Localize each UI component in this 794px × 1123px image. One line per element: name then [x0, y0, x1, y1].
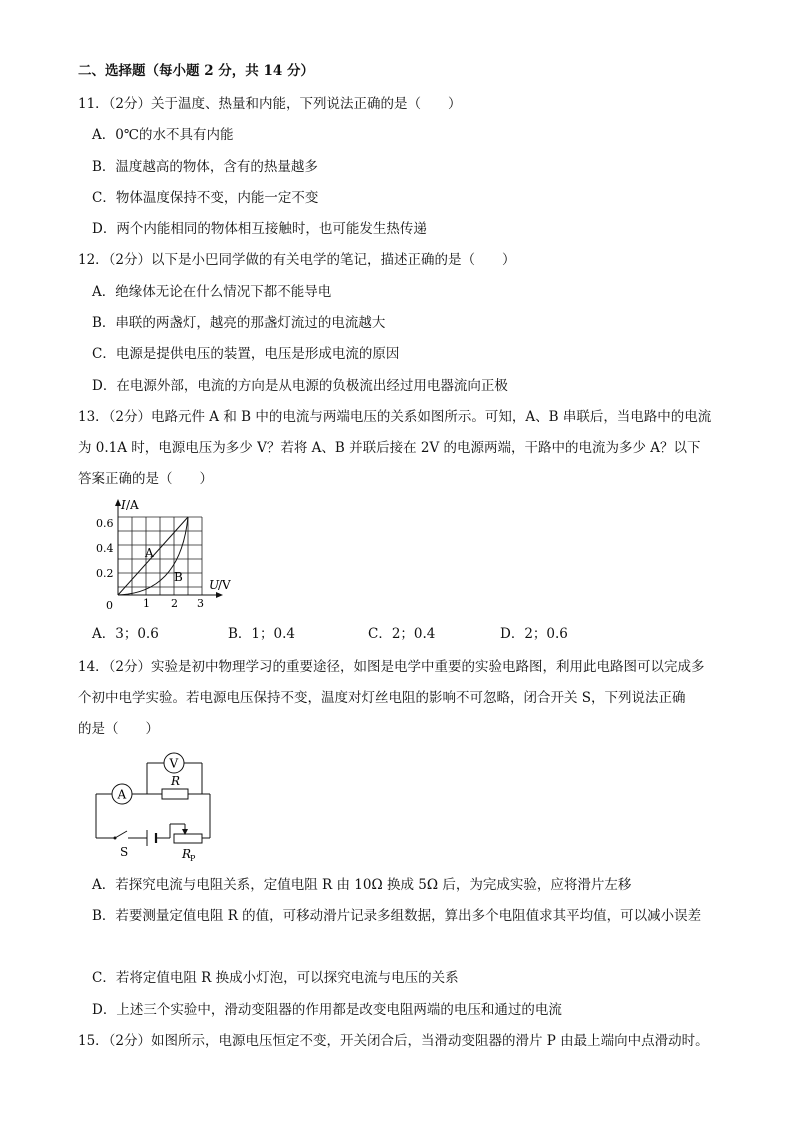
circuit-wires [96, 763, 210, 838]
x-tick-1: 1 [143, 597, 150, 610]
q12-option-c: C．电源是提供电压的装置，电压是形成电流的原因 [92, 346, 400, 362]
y-axis-label-i: I [121, 498, 126, 512]
switch-label: S [120, 845, 129, 859]
q11-option-d: D．两个内能相同的物体相互接触时，也可能发生热传递 [92, 221, 427, 237]
q14-option-d: D．上述三个实验中，滑动变阻器的作用都是改变电阻两端的电压和通过的电流 [92, 1002, 562, 1018]
x-axis-label-u: U [209, 578, 220, 592]
q12-option-b: B．串联的两盏灯，越亮的那盏灯流过的电流越大 [92, 315, 386, 331]
graph-grid [118, 517, 202, 595]
y-tick-0.6: 0.6 [96, 517, 114, 530]
q12-option-a: A．绝缘体无论在什么情况下都不能导电 [92, 284, 332, 300]
voltmeter-label: V [169, 756, 179, 771]
q13-stem-line-2: 为 0.1A 时，电源电压为多少 V？若将 A、B 并联后接在 2V 的电源两端，干路中的电流为多少 A？以下 [78, 440, 701, 456]
iu-graph [90, 495, 240, 615]
q14-option-a: A．若探究电流与电阻关系，定值电阻 R 由 10Ω 换成 5Ω 后，为完成实验，应将滑片左移 [92, 877, 632, 893]
q14-stem-line-2: 个初中电学实验。若电源电压保持不变，温度对灯丝电阻的影响不可忽略，闭合开关 S，下列说法正确 [78, 690, 686, 706]
resistor-label: R [171, 774, 181, 788]
ammeter-icon [112, 784, 132, 804]
section-title: 二、选择题（每小题 2 分，共 14 分） [78, 63, 314, 79]
resistor-icon [162, 789, 188, 799]
q13-stem-line-1: 13．（2分）电路元件 A 和 B 中的电流与两端电压的关系如图所示。可知，A、B 串联后，当电路中的电流 [78, 409, 712, 425]
q13-option-c: C．2；0.4 [368, 626, 436, 642]
curve-a-label: A [145, 546, 154, 560]
q14-stem-line-1: 14．（2分）实验是初中物理学习的重要途径，如图是电学中重要的实验电路图，利用此电路图可以完成多 [78, 659, 705, 675]
x-axis-arrow [216, 592, 223, 598]
rheostat-label-subscript: P [190, 854, 196, 863]
q14-stem-line-3: 的是（ ） [78, 721, 159, 737]
rheostat-icon [174, 834, 202, 843]
y-axis-label-unit: /A [126, 498, 139, 512]
q14-option-b: B．若要测量定值电阻 R 的值，可移动滑片记录多组数据，算出多个电阻值求其平均值，可以减小误差 [92, 908, 702, 924]
battery-icon [147, 830, 156, 846]
q11-option-b: B．温度越高的物体，含有的热量越多 [92, 159, 318, 175]
q14-option-c: C．若将定值电阻 R 换成小灯泡，可以探究电流与电压的关系 [92, 970, 459, 986]
voltmeter-icon [164, 753, 184, 773]
q13-option-a: A．3；0.6 [92, 626, 159, 642]
ammeter-label: A [117, 787, 127, 802]
q12-option-d: D．在电源外部，电流的方向是从电源的负极流出经过用电器流向正极 [92, 378, 508, 394]
switch-icon [114, 831, 128, 840]
q11-option-c: C．物体温度保持不变，内能一定不变 [92, 190, 319, 206]
rheostat-label: R [182, 847, 192, 861]
q11-stem: 11．（2分）关于温度、热量和内能，下列说法正确的是（ ） [78, 96, 462, 112]
circuit-diagram [90, 746, 220, 866]
x-tick-2: 2 [171, 597, 178, 610]
q15-stem: 15．（2分）如图所示，电源电压恒定不变，开关闭合后，当滑动变阻器的滑片 P 由最上端向中点滑动时。 [78, 1033, 709, 1049]
q13-option-d: D．2；0.6 [500, 626, 568, 642]
y-tick-0.4: 0.4 [96, 542, 114, 555]
q12-stem: 12．（2分）以下是小巴同学做的有关电学的笔记，描述正确的是（ ） [78, 252, 516, 268]
circuit-svg [90, 746, 220, 866]
q13-option-b: B．1；0.4 [228, 626, 295, 642]
y-tick-0.2: 0.2 [96, 567, 114, 580]
q11-option-a: A．0℃的水不具有内能 [92, 127, 234, 143]
x-tick-3: 3 [197, 597, 204, 610]
x-axis-label-unit: /V [218, 578, 231, 592]
curve-b-label: B [174, 570, 183, 584]
origin-label: 0 [106, 599, 113, 612]
iu-graph-svg [90, 495, 240, 615]
q13-stem-line-3: 答案正确的是（ ） [78, 471, 213, 487]
